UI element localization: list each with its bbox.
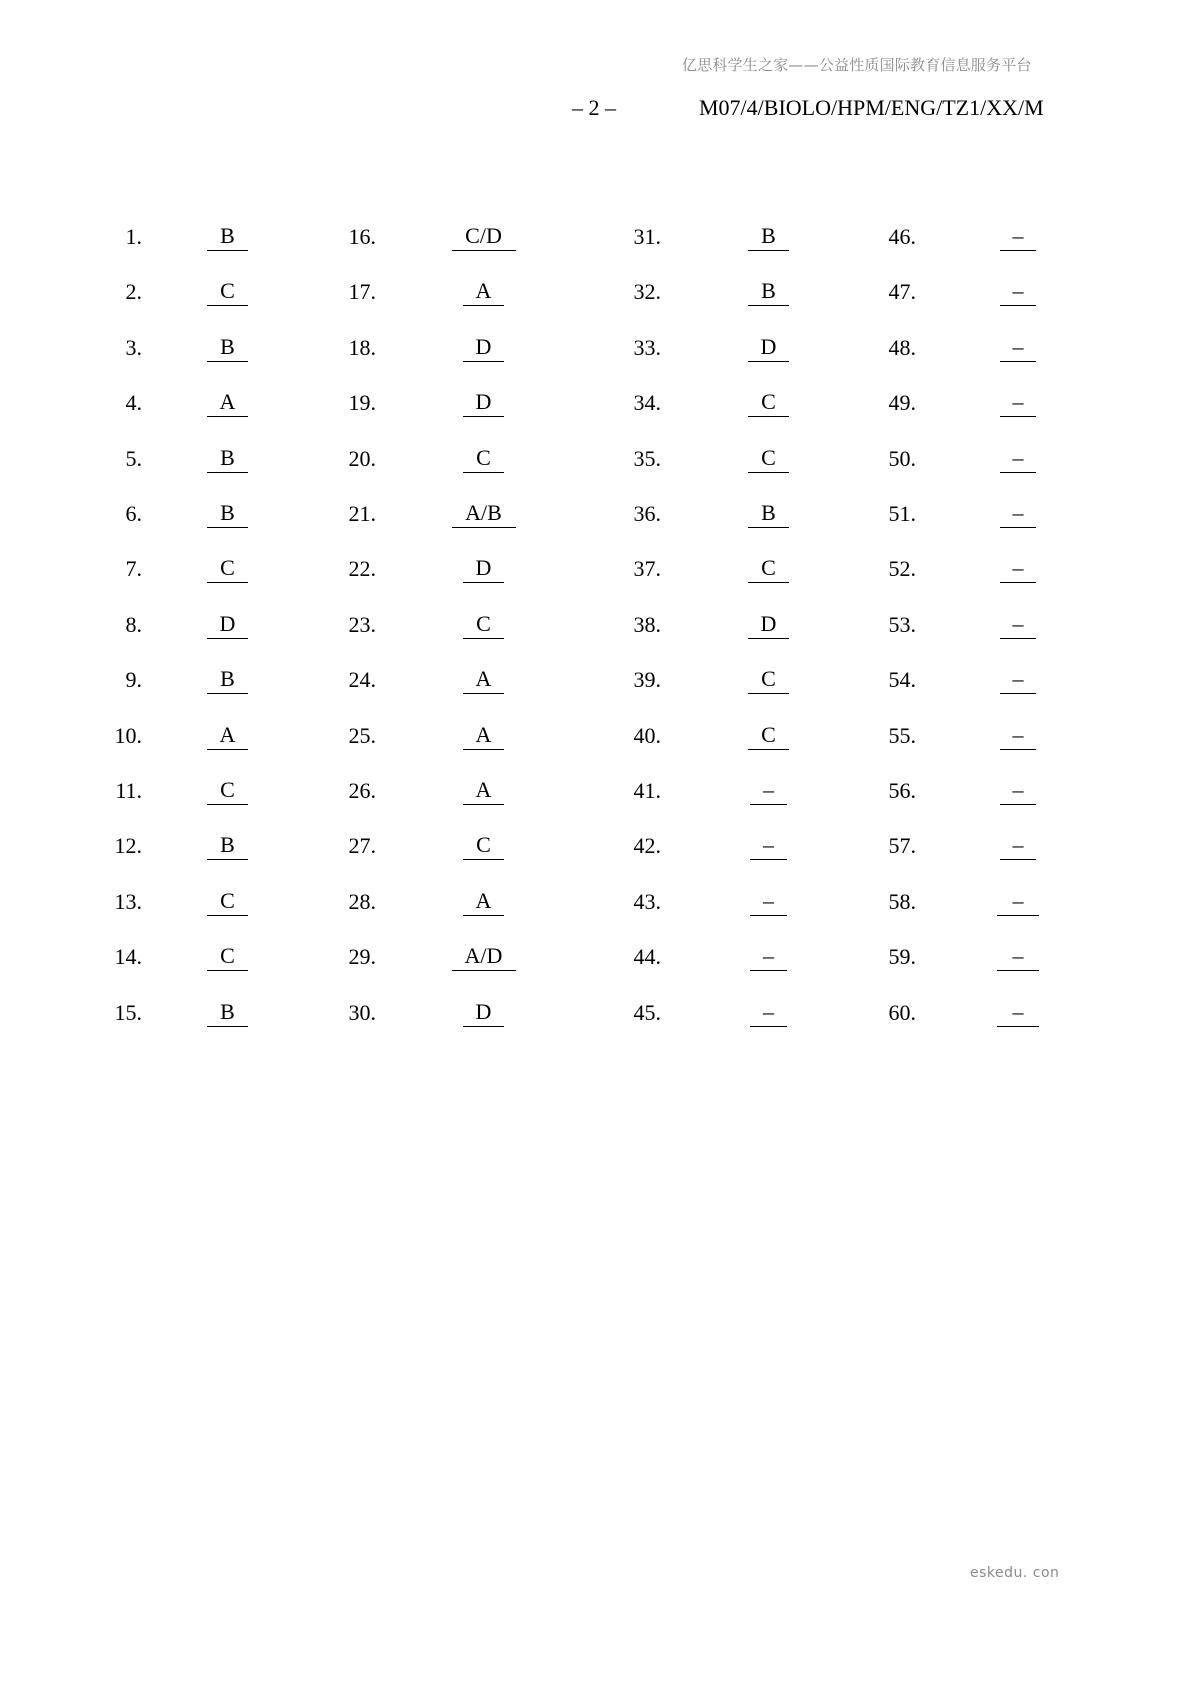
question-number: 56. <box>888 778 916 803</box>
question-number: 10. <box>114 722 142 748</box>
page-number: – 2 – <box>572 95 616 120</box>
answer-value: A <box>207 390 248 417</box>
question-number: 15. <box>114 999 142 1025</box>
answer-value: – <box>750 833 787 860</box>
answer-value: C <box>748 556 789 583</box>
answer-value: D <box>748 612 789 639</box>
question-number: 20. <box>348 445 376 471</box>
question-number: 60. <box>888 999 916 1025</box>
answer-value: B <box>748 224 789 251</box>
question-number: 51. <box>888 501 916 526</box>
answer-value: D <box>463 1000 504 1027</box>
answer-value: C <box>748 446 789 473</box>
answer-value: B <box>748 501 789 528</box>
answer-value: – <box>750 944 787 971</box>
question-number: 8. <box>125 611 142 637</box>
answer-value: – <box>997 889 1039 916</box>
answer-value: – <box>1000 224 1036 251</box>
question-number: 44. <box>633 944 661 970</box>
question-number: 31. <box>633 224 661 249</box>
answer-value: – <box>750 889 787 916</box>
answer-value: A <box>463 723 504 750</box>
answer-value: D <box>748 335 789 362</box>
answer-value: B <box>207 1000 248 1027</box>
answer-value: C <box>207 944 248 971</box>
answer-value: C <box>748 667 789 694</box>
question-number: 39. <box>633 667 661 693</box>
question-number: 52. <box>888 556 916 582</box>
question-number: 9. <box>125 667 142 693</box>
question-number: 32. <box>633 279 661 305</box>
question-number: 3. <box>125 334 142 360</box>
answer-value: – <box>1000 556 1036 583</box>
question-number: 2. <box>125 279 142 305</box>
answer-value: – <box>1000 723 1036 750</box>
question-number: 49. <box>888 390 916 416</box>
question-number: 47. <box>888 279 916 305</box>
answer-value: – <box>1000 501 1036 528</box>
question-number: 14. <box>114 944 142 970</box>
question-number: 45. <box>633 999 661 1025</box>
question-number: 21. <box>348 501 376 526</box>
question-number: 38. <box>633 611 661 637</box>
answer-value: A/D <box>452 944 516 971</box>
question-number: 30. <box>348 999 376 1025</box>
answer-value: A <box>207 723 248 750</box>
question-number: 34. <box>633 390 661 416</box>
answer-value: – <box>1000 390 1036 417</box>
answer-value: C <box>463 446 504 473</box>
question-number: 26. <box>348 778 376 803</box>
answer-value: – <box>1000 778 1036 805</box>
question-number: 55. <box>888 722 916 748</box>
answer-value: – <box>1000 279 1036 306</box>
question-number: 5. <box>125 445 142 471</box>
question-number: 59. <box>888 944 916 970</box>
question-number: 53. <box>888 611 916 637</box>
question-number: 37. <box>633 556 661 582</box>
footer-watermark: eskedu. con <box>970 1565 1060 1581</box>
answer-value: D <box>463 335 504 362</box>
answer-value: – <box>1000 833 1036 860</box>
question-number: 11. <box>115 778 142 803</box>
question-number: 43. <box>633 888 661 914</box>
answer-value: C <box>207 778 248 805</box>
answer-value: – <box>1000 612 1036 639</box>
question-number: 29. <box>348 944 376 970</box>
question-number: 41. <box>633 778 661 803</box>
question-number: 17. <box>348 279 376 305</box>
question-number: 23. <box>348 611 376 637</box>
answer-value: – <box>1000 667 1036 694</box>
question-number: 6. <box>125 501 142 526</box>
answer-value: – <box>1000 335 1036 362</box>
answer-value: A <box>463 667 504 694</box>
answer-value: C <box>207 556 248 583</box>
answer-value: A/B <box>452 501 516 528</box>
question-number: 36. <box>633 501 661 526</box>
question-number: 13. <box>114 888 142 914</box>
answer-value: A <box>463 889 504 916</box>
question-number: 12. <box>114 833 142 859</box>
answer-value: B <box>207 446 248 473</box>
question-number: 18. <box>348 334 376 360</box>
answer-value: C <box>207 279 248 306</box>
answer-value: D <box>207 612 248 639</box>
answer-value: C <box>207 889 248 916</box>
question-number: 22. <box>348 556 376 582</box>
question-number: 46. <box>888 224 916 249</box>
answer-value: B <box>207 667 248 694</box>
answer-value: A <box>463 279 504 306</box>
question-number: 48. <box>888 334 916 360</box>
answer-value: C <box>463 833 504 860</box>
answer-value: A <box>463 778 504 805</box>
question-number: 57. <box>888 833 916 859</box>
answer-value: C <box>463 612 504 639</box>
question-number: 54. <box>888 667 916 693</box>
question-number: 58. <box>888 888 916 914</box>
question-number: 35. <box>633 445 661 471</box>
answer-value: C/D <box>452 224 516 251</box>
question-number: 40. <box>633 722 661 748</box>
answer-value: – <box>750 1000 787 1027</box>
answer-value: B <box>748 279 789 306</box>
question-number: 16. <box>348 224 376 249</box>
question-number: 27. <box>348 833 376 859</box>
question-number: 33. <box>633 334 661 360</box>
answer-value: B <box>207 833 248 860</box>
answer-value: C <box>748 723 789 750</box>
question-number: 24. <box>348 667 376 693</box>
question-number: 25. <box>348 722 376 748</box>
question-number: 7. <box>125 556 142 582</box>
answer-value: D <box>463 390 504 417</box>
answer-value: C <box>748 390 789 417</box>
answer-value: – <box>997 944 1039 971</box>
header-watermark: 亿思科学生之家——公益性质国际教育信息服务平台 <box>682 56 1032 74</box>
document-code: M07/4/BIOLO/HPM/ENG/TZ1/XX/M <box>699 95 1044 120</box>
question-number: 50. <box>888 445 916 471</box>
answer-value: – <box>750 778 787 805</box>
answer-value: B <box>207 224 248 251</box>
answer-value: B <box>207 501 248 528</box>
answer-value: D <box>463 556 504 583</box>
answer-value: – <box>1000 446 1036 473</box>
question-number: 1. <box>125 224 142 249</box>
answer-value: B <box>207 335 248 362</box>
question-number: 42. <box>633 833 661 859</box>
question-number: 4. <box>125 390 142 416</box>
question-number: 19. <box>348 390 376 416</box>
question-number: 28. <box>348 888 376 914</box>
answer-value: – <box>997 1000 1039 1027</box>
